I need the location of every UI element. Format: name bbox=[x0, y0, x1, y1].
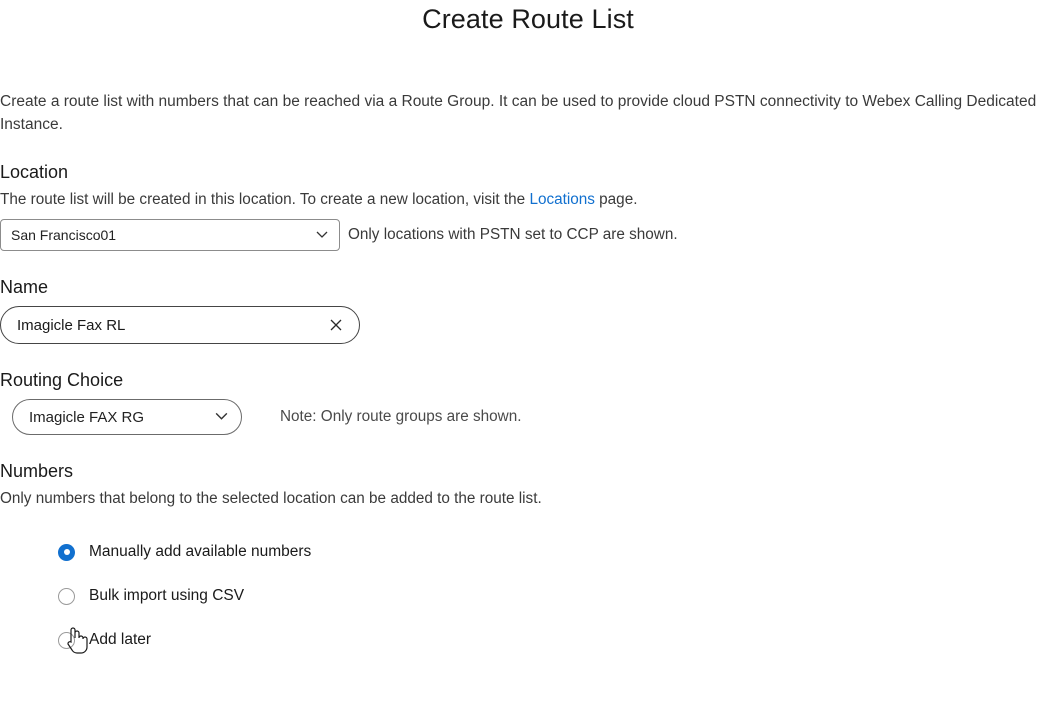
name-input[interactable] bbox=[0, 306, 360, 344]
numbers-radio-group bbox=[58, 530, 1050, 662]
routing-choice-row bbox=[0, 399, 1050, 435]
location-heading: Location bbox=[0, 162, 69, 182]
routing-choice-note: Note: Only route groups are shown. bbox=[280, 408, 522, 425]
radio-icon[interactable] bbox=[58, 632, 75, 649]
radio-option-manually-add[interactable] bbox=[58, 530, 1050, 574]
name-input-value: Imagicle Fax RL bbox=[17, 316, 126, 334]
location-select-wrap bbox=[0, 219, 340, 251]
chevron-down-icon bbox=[214, 408, 229, 427]
radio-option-bulk-import[interactable] bbox=[58, 574, 1050, 618]
locations-link[interactable]: Locations bbox=[529, 191, 595, 208]
numbers-heading: Numbers bbox=[0, 461, 74, 481]
location-note bbox=[0, 191, 1050, 209]
radio-label: Manually add available numbers bbox=[89, 543, 312, 560]
location-hint: Only locations with PSTN set to CCP are shown. bbox=[348, 226, 678, 243]
name-heading: Name bbox=[0, 277, 49, 297]
page-title: Create Route List bbox=[422, 4, 634, 34]
routing-choice-heading: Routing Choice bbox=[0, 370, 124, 390]
radio-option-add-later[interactable] bbox=[58, 618, 1050, 662]
page-description: Create a route list with numbers that can be reached via a Route Group. It can be used to provide cloud PSTN connectivity to Webex Calling Dedicated Instance. bbox=[0, 93, 1037, 133]
routing-choice-value: Imagicle FAX RG bbox=[29, 408, 145, 426]
location-note-suffix: page. bbox=[594, 191, 638, 208]
location-note-prefix: The route list will be created in this location. To create a new location, visit the bbox=[0, 191, 530, 208]
radio-label: Add later bbox=[89, 631, 152, 648]
radio-icon[interactable] bbox=[58, 588, 75, 605]
form-content bbox=[0, 90, 1056, 662]
routing-choice-select[interactable] bbox=[12, 399, 242, 435]
radio-label: Bulk import using CSV bbox=[89, 587, 245, 604]
location-select[interactable] bbox=[0, 219, 340, 251]
location-select-value: San Francisco01 bbox=[11, 227, 117, 243]
radio-icon-selected[interactable] bbox=[58, 544, 75, 561]
location-row bbox=[0, 219, 1050, 251]
close-icon[interactable] bbox=[327, 316, 345, 334]
numbers-note: Only numbers that belong to the selected location can be added to the route list. bbox=[0, 490, 542, 507]
chevron-down-icon bbox=[315, 227, 329, 244]
